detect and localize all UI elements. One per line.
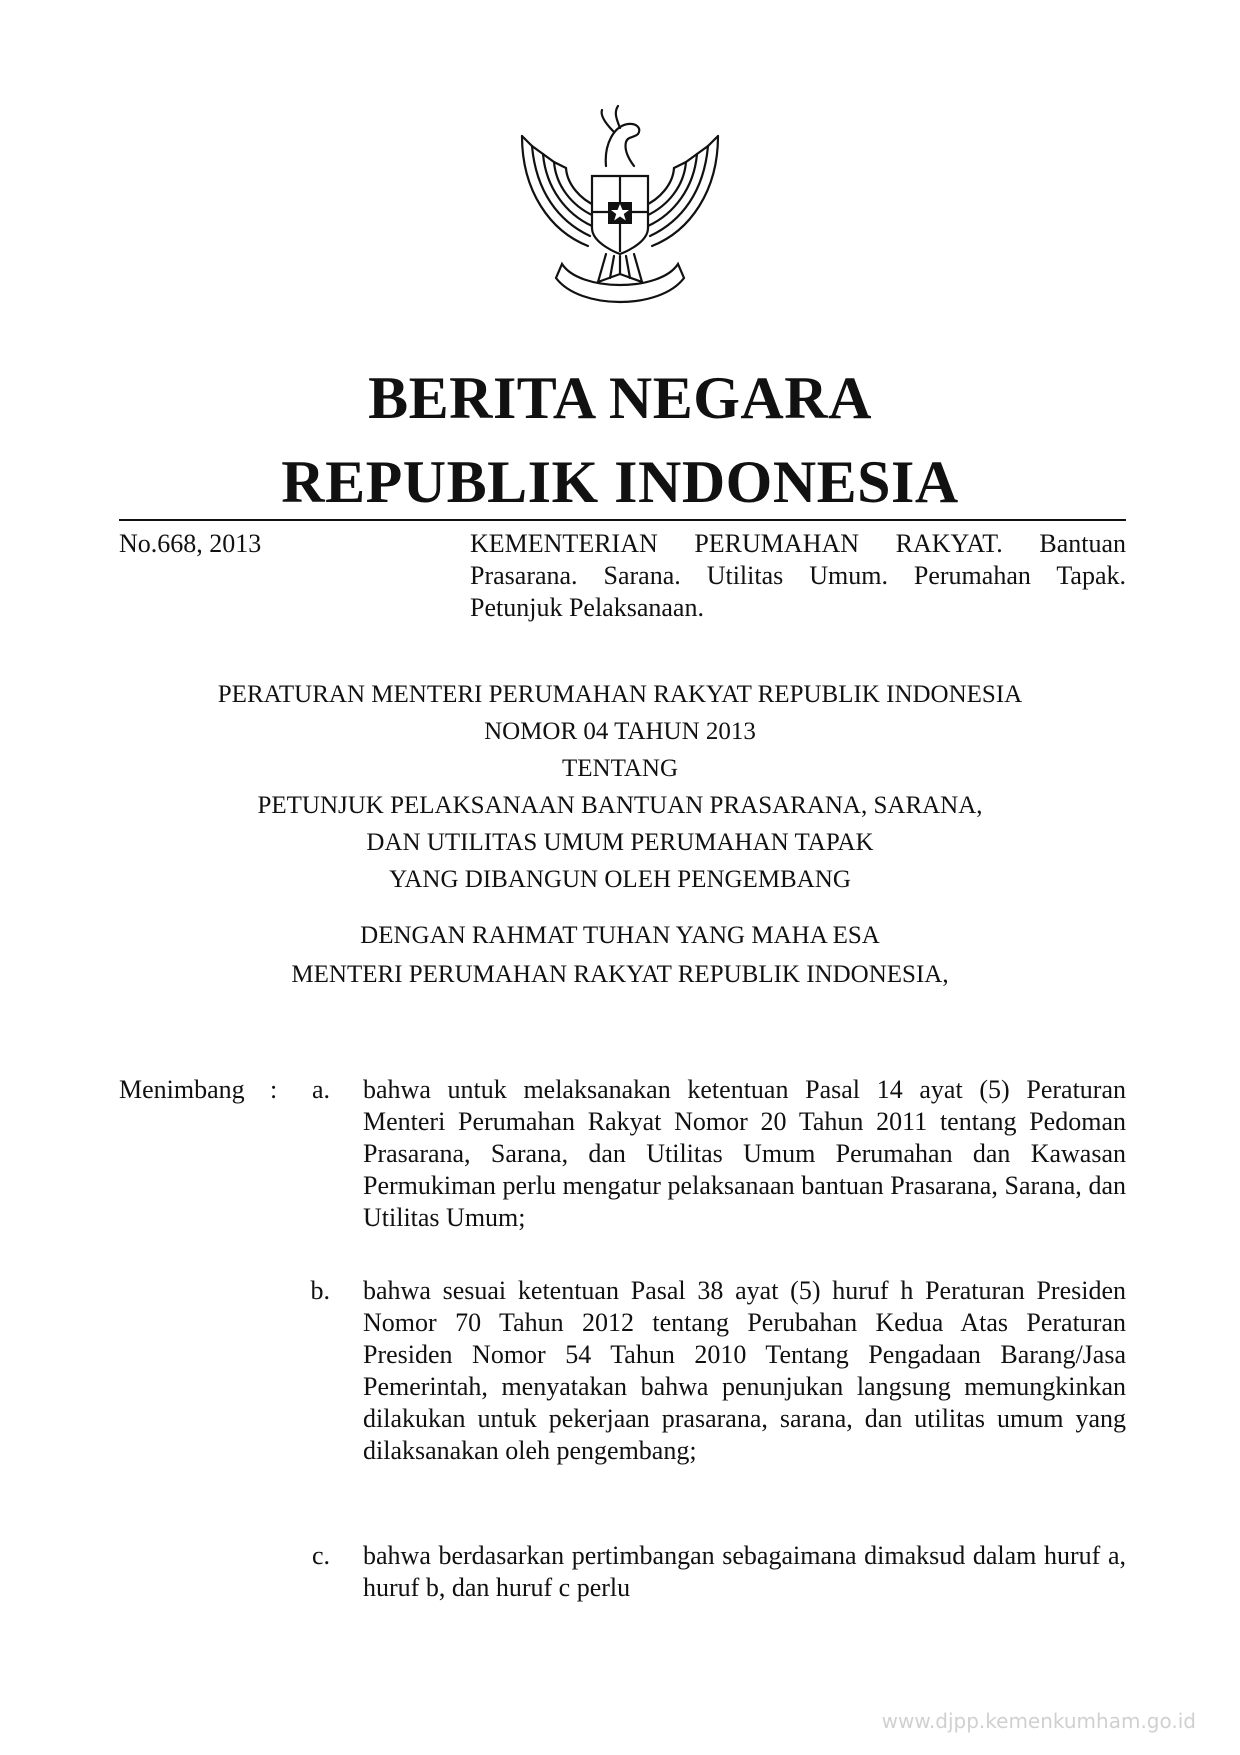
document-number: No.668, 2013 (119, 529, 262, 558)
opening-line: MENTERI PERUMAHAN RAKYAT REPUBLIK INDONESIA, (291, 961, 949, 988)
watermark-url: www.djpp.kemenkumham.go.id (881, 1709, 1196, 1733)
opening-formula (0, 916, 1240, 994)
opening-line: DENGAN RAHMAT TUHAN YANG MAHA ESA (360, 922, 880, 949)
consideration-item (280, 1074, 1126, 1234)
considerations-label: Menimbang (119, 1075, 245, 1104)
title-line: YANG DIBANGUN OLEH PENGEMBANG (389, 866, 851, 893)
item-letter: a. (311, 1075, 330, 1104)
title-line: DAN UTILITAS UMUM PERUMAHAN TAPAK (366, 829, 874, 856)
title-line: TENTANG (561, 755, 679, 782)
masthead-subtitle: REPUBLIK INDONESIA (281, 449, 959, 515)
item-letter: b. (310, 1276, 330, 1305)
consideration-item (280, 1275, 1126, 1467)
document-summary: KEMENTERIAN PERUMAHAN RAKYAT. Bantuan Prasarana. Sarana. Utilitas Umum. Perumahan Tapak. Petunjuk Pelaksanaan. (470, 529, 1126, 622)
item-letter: c. (311, 1541, 330, 1570)
title-line: PERATURAN MENTERI PERUMAHAN RAKYAT REPUBLIK INDONESIA (217, 681, 1023, 708)
title-line: PETUNJUK PELAKSANAAN BANTUAN PRASARANA, SARANA, (257, 792, 983, 819)
item-text: bahwa sesuai ketentuan Pasal 38 ayat (5) huruf h Peraturan Presiden Nomor 70 Tahun 2012 tentang Perubahan Kedua Atas Peraturan Presiden Nomor 54 Tahun 2010 Tentang Pengadaan Barang/Jasa Pemerintah, menyatakan bahwa penunjukan langsung memungkinkan dilakukan untuk pekerjaan prasarana, sarana, dan utilitas umum yang dilaksanakan oleh pengembang; (363, 1276, 1126, 1465)
consideration-item (280, 1540, 1126, 1604)
regulation-title (0, 676, 1240, 898)
garuda-emblem-icon (510, 96, 730, 314)
item-text: bahwa berdasarkan pertimbangan sebagaimana dimaksud dalam huruf a, huruf b, dan huruf c perlu (363, 1541, 1126, 1602)
masthead-title: BERITA NEGARA (368, 365, 872, 431)
item-text: bahwa untuk melaksanakan ketentuan Pasal 14 ayat (5) Peraturan Menteri Perumahan Rakyat Nomor 20 Tahun 2011 tentang Pedoman Prasarana, Sarana, dan Utilitas Umum Perumahan dan Kawasan Permukiman perlu mengatur pelaksanaan bantuan Prasarana, Sarana, dan Utilitas Umum; (363, 1075, 1126, 1232)
considerations-separator: : (270, 1075, 278, 1104)
title-line: NOMOR 04 TAHUN 2013 (484, 718, 756, 745)
header-divider (119, 519, 1126, 521)
